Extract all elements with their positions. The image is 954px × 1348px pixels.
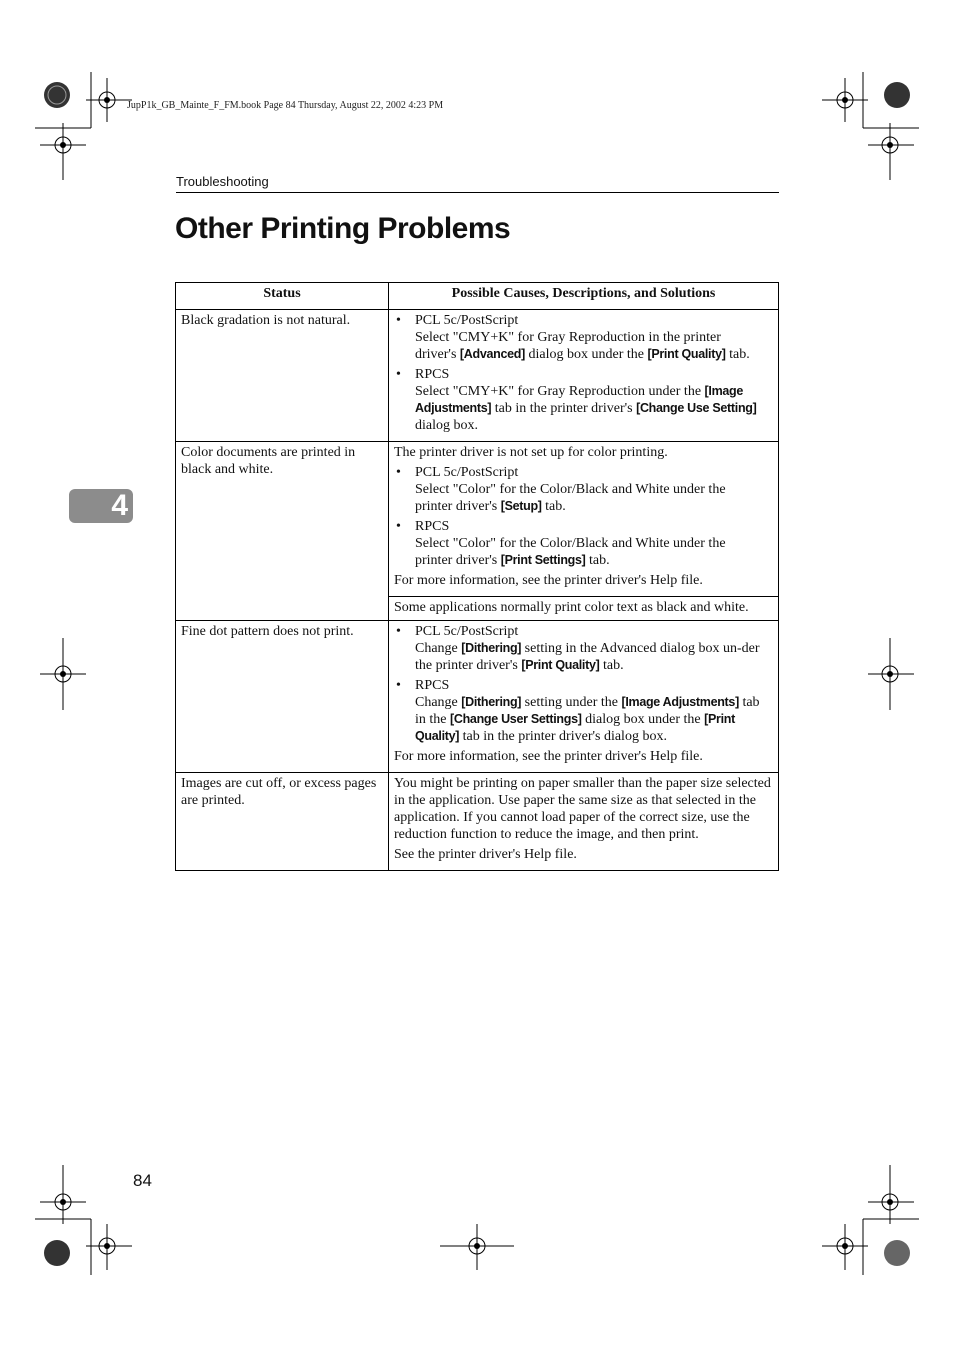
solution-intro: The printer driver is not set up for color printing.	[394, 445, 668, 460]
bullet-label: RPCS	[415, 519, 450, 534]
problems-table	[175, 282, 779, 871]
bullet-text: dialog box.	[415, 418, 478, 433]
bullet-label: PCL 5c/PostScript	[415, 624, 519, 639]
table-row	[176, 310, 779, 442]
bullet-text: Select "Color" for the Color/Black and White under the	[415, 536, 726, 551]
status-text: Black gradation is not natural.	[181, 313, 351, 328]
bullet-text: printer driver's	[415, 553, 501, 568]
status-text: Images are cut off, or excess pages are printed.	[181, 776, 377, 808]
ui-term: [Print Quality]	[521, 658, 600, 672]
table-row	[176, 621, 779, 773]
solution-cell	[389, 621, 779, 773]
ui-term: [Print Settings]	[500, 553, 586, 567]
ui-term: [Image Adjustments]	[415, 384, 744, 415]
status-cell	[176, 621, 389, 773]
ui-term: [Dithering]	[461, 641, 522, 655]
bullet-text: tab in the	[415, 695, 760, 727]
list-item: • RPCS Change [Dithering] setting under the [Image Adjustments] tab in the [Change User Settings] dialog box under the [Print Quality] tab in the printer driver's dialog box.	[394, 677, 773, 745]
list-item: • RPCS Select "CMY+K" for Gray Reproduction under the [Image Adjustments] tab in the printer driver's [Change Use Setting] dialog box.	[394, 366, 773, 434]
table-row	[176, 773, 779, 871]
solution-cell	[389, 310, 779, 442]
page-title: Other Printing Problems	[175, 212, 511, 245]
bullet-text: Change	[415, 695, 462, 710]
bullet-label: RPCS	[415, 678, 450, 693]
ui-term: [Print Quality]	[647, 347, 726, 361]
table-header-row	[176, 283, 779, 310]
header-divider	[176, 192, 779, 193]
solution-cell	[389, 442, 779, 597]
ui-term: [Change User Settings]	[450, 712, 582, 726]
help-note: See the printer driver's Help file.	[394, 847, 577, 862]
status-cell	[176, 773, 389, 871]
list-item: • PCL 5c/PostScript Select "CMY+K" for Gray Reproduction in the printer driver's [Advanced] dialog box under the [Print Quality] tab.	[394, 312, 773, 363]
status-cell	[176, 442, 389, 621]
bullet-text: Select "CMY+K" for Gray Reproduction in the printer	[415, 330, 721, 345]
list-item: • RPCS Select "Color" for the Color/Black and White under the printer driver's [Print Settings] tab.	[394, 518, 773, 569]
bullet-text: setting under the	[521, 695, 622, 710]
bullet-text: driver's	[415, 347, 460, 362]
column-header-status: Status	[176, 283, 389, 310]
help-note: For more information, see the printer driver's Help file.	[394, 749, 703, 764]
bullet-text: tab in the printer driver's	[491, 401, 637, 416]
column-header-causes: Possible Causes, Descriptions, and Solutions	[389, 283, 779, 310]
bullet-label: RPCS	[415, 367, 450, 382]
bullet-text: tab.	[541, 499, 566, 514]
ui-term: [Setup]	[500, 499, 542, 513]
ui-term: [Dithering]	[461, 695, 522, 709]
bullet-text: tab in the printer driver's dialog box.	[459, 729, 667, 744]
help-note: For more information, see the printer driver's Help file.	[394, 573, 703, 588]
list-item: • PCL 5c/PostScript Select "Color" for the Color/Black and White under the printer driver's [Setup] tab.	[394, 464, 773, 515]
print-info: JupP1k_GB_Mainte_F_FM.book Page 84 Thursday, August 22, 2002 4:23 PM	[127, 100, 444, 111]
bullet-text: dialog box under the	[581, 712, 705, 727]
chapter-number: 4	[111, 489, 128, 522]
bullet-label: PCL 5c/PostScript	[415, 313, 519, 328]
bullet-text: setting in the Advanced dialog box un-der the printer driver's	[415, 641, 760, 673]
bullet-text: tab.	[725, 347, 750, 362]
status-cell	[176, 310, 389, 442]
bullet-text: dialog box under the	[524, 347, 648, 362]
chapter-tab	[69, 489, 133, 523]
solution-text: Some applications normally print color text as black and white.	[394, 600, 749, 615]
page-number: 84	[133, 1171, 152, 1190]
ui-term: [Print Quality]	[415, 712, 735, 743]
table-row	[176, 442, 779, 597]
bullet-text: tab.	[585, 553, 610, 568]
ui-term: [Advanced]	[459, 347, 525, 361]
ui-term: [Image Adjustments]	[621, 695, 739, 709]
bullet-label: PCL 5c/PostScript	[415, 465, 519, 480]
bullet-text: tab.	[599, 658, 624, 673]
running-header: Troubleshooting	[176, 174, 269, 189]
solution-cell	[389, 597, 779, 621]
bullet-text: Change	[415, 641, 462, 656]
bullet-text: printer driver's	[415, 499, 501, 514]
ui-term: [Change Use Setting]	[636, 401, 757, 415]
bullet-text: Select "Color" for the Color/Black and White under the	[415, 482, 726, 497]
bullet-text: Select "CMY+K" for Gray Reproduction under the	[415, 384, 705, 399]
status-text: Fine dot pattern does not print.	[181, 624, 354, 639]
solution-cell	[389, 773, 779, 871]
status-text: Color documents are printed in black and white.	[181, 445, 356, 477]
list-item: • PCL 5c/PostScript Change [Dithering] setting in the Advanced dialog box un-der the printer driver's [Print Quality] tab.	[394, 623, 773, 674]
solution-text: You might be printing on paper smaller than the paper size selected in the application. Use paper the same size as that selected in the application. If you cannot load paper of the correct size, use the reduction function to reduce the image, and then print.	[394, 776, 771, 842]
